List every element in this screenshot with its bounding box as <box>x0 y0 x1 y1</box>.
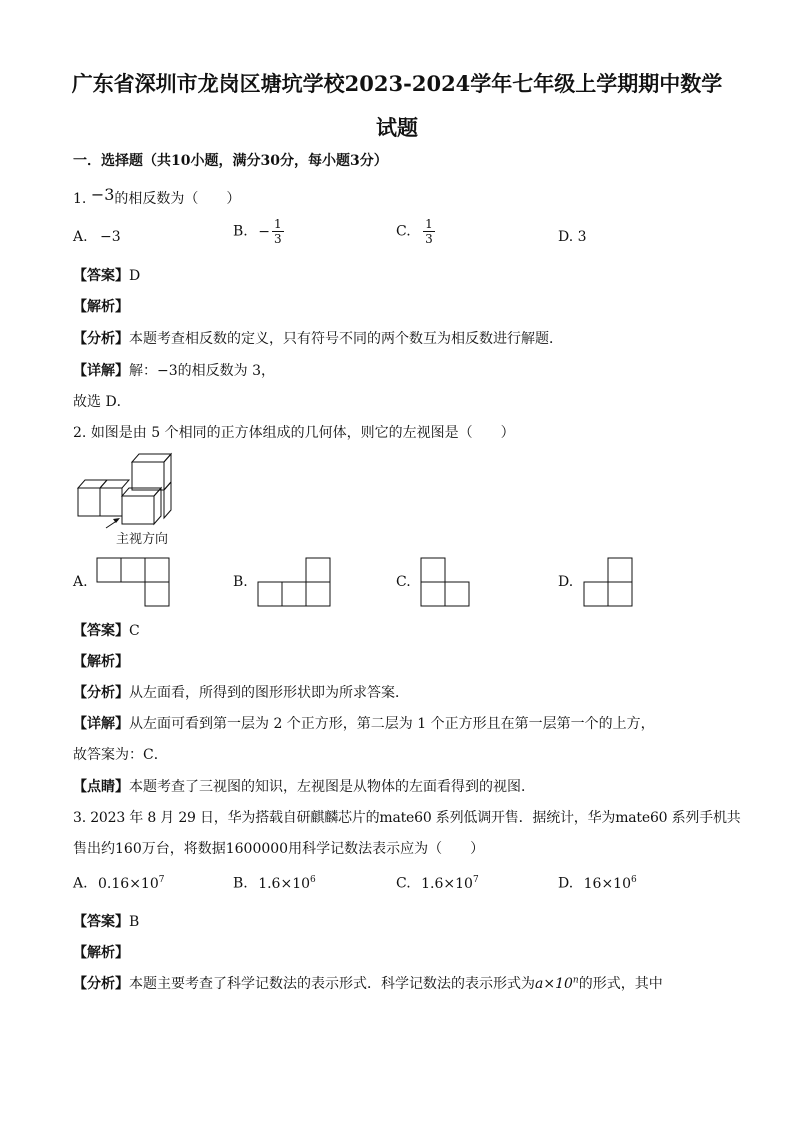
q2-option-c-label: C. <box>396 574 411 590</box>
q3-fenxi: 【分析】本题主要考查了科学记数法的表示形式．科学记数法的表示形式为$a\times 10^n$的形式，其中 <box>73 975 663 992</box>
q1-option-b-fraction: $\frac{1}{3}$ <box>273 217 282 246</box>
q1-option-c-fraction: $\frac{1}{3}$ <box>425 217 433 246</box>
q1-conclusion: 故选 D． <box>73 394 131 410</box>
q3-option-b: B. $1.6\times 10^6$ <box>233 875 316 892</box>
q2-fenxi: 【分析】从左面看，所得到的图形形状即为所求答案． <box>73 685 409 701</box>
q1-answer: 【答案】D <box>73 268 141 284</box>
q1-stem-text: 的相反数为（ ） <box>114 191 241 207</box>
q2-dianjing: 【点睛】本题考查了三视图的知识，左视图是从物体的左面看得到的视图． <box>73 779 535 795</box>
q1-analysis-tag: 【解析】 <box>73 299 129 315</box>
q3-analysis-tag: 【解析】 <box>73 945 129 961</box>
q2-option-a-label: A. <box>73 574 88 590</box>
q3-stem-line1: 3. 2023 年 8 月 29 日，华为搭载自研麒麟芯片的mate60 系列低调开售．据统计，华为mate60 系列手机共 <box>73 810 741 826</box>
q3-option-a: A. $0.16\times 10^7$ <box>73 875 165 892</box>
q3-option-c: C. $1.6\times 10^7$ <box>396 875 479 892</box>
q1-option-b: B. − $\frac{1}{3}$ <box>233 217 282 246</box>
q2-option-c-figure <box>420 557 470 607</box>
doc-title-line2: 试题 <box>376 115 418 140</box>
q2-xiangjie: 【详解】从左面可看到第一层为 2 个正方形，第二层为 1 个正方形且在第一层第一个的上方， <box>73 716 655 732</box>
q2-option-a-figure <box>96 557 170 607</box>
q2-cube-figure <box>74 452 184 532</box>
q2-analysis-tag: 【解析】 <box>73 654 129 670</box>
doc-title-line1: 广东省深圳市龙岗区塘坑学校2023-2024学年七年级上学期期中数学 <box>71 71 723 96</box>
q2-option-b-label: B. <box>233 574 248 590</box>
q1-number: 1. <box>73 191 87 207</box>
q2-option-b-figure <box>257 557 331 607</box>
q2-option-d-label: D. <box>558 574 574 590</box>
q1-xiangjie: 【详解】解：−3的相反数为 3， <box>73 363 275 379</box>
q2-option-d-figure <box>583 557 633 607</box>
q1-fenxi: 【分析】本题考查相反数的定义，只有符号不同的两个数互为相反数进行解题． <box>73 331 563 347</box>
q2-conclusion: 故答案为：C． <box>73 747 168 763</box>
q1-option-d: D. 3 <box>558 229 587 245</box>
q3-option-d: D. $16\times 10^6$ <box>558 875 637 892</box>
q1-stem-math: −3 <box>90 185 115 204</box>
section-heading: 一．选择题（共10小题，满分30分，每小题3分） <box>73 153 388 169</box>
q2-arrow-label: 主视方向 <box>116 532 169 547</box>
q1-option-a: A. −3 <box>73 229 121 245</box>
q1-stem <box>73 185 241 208</box>
q2-stem: 2. 如图是由 5 个相同的正方体组成的几何体，则它的左视图是（ ） <box>73 425 515 441</box>
q2-answer: 【答案】C <box>73 623 140 639</box>
q3-stem-line2: 售出约160万台，将数据1600000用科学记数法表示应为（ ） <box>73 841 485 857</box>
q3-answer: 【答案】B <box>73 914 140 930</box>
q1-option-c: C. $\frac{1}{3}$ <box>396 217 433 246</box>
